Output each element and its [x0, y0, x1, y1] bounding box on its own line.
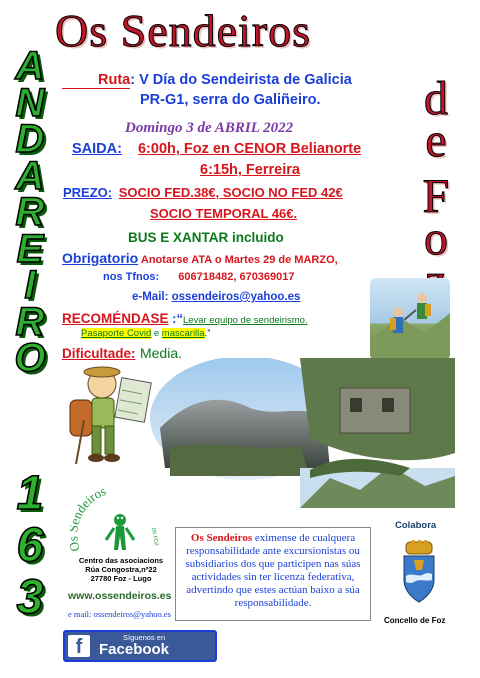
departure-line — [72, 141, 361, 157]
bus-included: BUS E XANTAR incluido — [128, 230, 284, 245]
vertical-number — [6, 468, 54, 624]
side-letter: A — [15, 153, 45, 198]
side-digit: 3 — [16, 571, 44, 624]
club-logo — [70, 480, 170, 562]
vertical-word-andareiro — [6, 44, 54, 380]
side-letter: d — [424, 72, 448, 125]
difficulty-label: Dificultade: — [62, 346, 136, 361]
departure-time-2: 6:15h, Ferreira — [200, 162, 300, 178]
side-letter: I — [24, 263, 36, 307]
disclaimer-box — [175, 527, 371, 621]
email-link[interactable]: ossendeiros@yahoo.es — [171, 291, 301, 303]
difficulty-value: Media. — [139, 345, 182, 361]
collab-label: Colabora — [395, 520, 437, 531]
logo-arc-small: DE FOZ — [150, 527, 160, 547]
facebook-badge[interactable] — [63, 630, 217, 662]
recommend-line-2 — [81, 328, 210, 339]
side-digit: 6 — [16, 519, 44, 572]
recommend-close: .” — [204, 328, 211, 339]
landscape-collage — [150, 358, 455, 508]
price-label: PREZO: — [63, 185, 113, 200]
facebook-icon: f — [68, 635, 90, 657]
recommend-line — [62, 310, 308, 328]
recommend-and: e — [151, 328, 162, 339]
recommend-label: RECOMÉNDASE — [62, 311, 169, 326]
phones-line — [103, 271, 295, 283]
price-line-1: SOCIO FED.38€, SOCIO NO FED 42€ — [118, 185, 343, 200]
price-line-2: SOCIO TEMPORAL 46€. — [150, 206, 298, 221]
side-letter: O — [14, 336, 46, 380]
phones-numbers: 606718482, 670369017 — [178, 271, 295, 283]
route-line — [62, 72, 352, 89]
facebook-wordmark: Facebook — [99, 641, 170, 658]
club-address — [66, 556, 176, 583]
mask: mascarilla — [161, 328, 205, 339]
side-letter: D — [15, 117, 45, 161]
route-text: : V Día do Sendeirista de Galicia — [130, 72, 352, 88]
registration-label: Obrigatorio — [62, 250, 139, 266]
concello-label: Concello de Foz — [384, 616, 446, 625]
event-date: Domingo 3 de ABRIL 2022 — [125, 120, 294, 136]
hiker-cartoon-image — [60, 360, 155, 470]
side-letter: F — [422, 170, 450, 223]
email-line — [132, 291, 300, 303]
recommend-text-1: Levar equipo de sendeirismo. — [182, 315, 308, 326]
side-letter: e — [425, 114, 447, 167]
email-label: e-Mail: — [132, 291, 169, 303]
page-title: Os Sendeiros — [55, 5, 312, 56]
address-line-2: Rúa Congostra,nº22 — [85, 565, 157, 574]
route-line-2: PR-G1, serra do Galiñeiro. — [140, 92, 321, 108]
side-letter: E — [16, 226, 44, 271]
coat-of-arms-icon — [400, 540, 438, 606]
side-letter: A — [15, 44, 45, 88]
side-digit: 1 — [16, 467, 44, 520]
disclaimer-text: eximense de cualquera responsabilidade ante excursionistas ou subsidiarios dos que participen nas súas actividades sin ter licenza federativa, advertindo que estes actúan baixo a súa responsabilidade. — [185, 532, 361, 609]
registration-text: Anotarse ATA o Martes 29 de MARZO, — [138, 254, 338, 266]
side-letter: o — [424, 212, 448, 265]
side-letter: R — [15, 190, 45, 234]
address-line-3: 27780 Foz - Lugo — [90, 574, 152, 583]
covid-pass: Pasaporte Covid — [81, 328, 152, 339]
route-label: Ruta — [62, 72, 130, 89]
facebook-follow-text: Síguenos en — [123, 633, 166, 642]
phones-label: nos Tfnos: — [103, 271, 160, 283]
club-email[interactable]: e mail: ossendeiros@yahoo.es — [68, 609, 171, 619]
recommend-colon: :“ — [168, 311, 183, 326]
side-letter: N — [15, 80, 45, 125]
departure-label: SAIDA: — [72, 141, 122, 157]
address-line-1: Centro das asociacions — [78, 556, 164, 565]
disclaimer-bold: Os Sendeiros — [190, 532, 253, 544]
hikers-photo — [370, 278, 450, 360]
logo-arc-text: ndeiros — [70, 483, 108, 522]
club-website[interactable]: www.ossendeiros.es — [68, 590, 172, 602]
price-line — [63, 185, 343, 200]
registration-line — [62, 250, 338, 268]
departure-time-1: 6:00h, Foz en CENOR Belianorte — [137, 141, 362, 157]
side-letter: R — [15, 299, 45, 344]
vertical-word-de-foz — [406, 72, 466, 302]
